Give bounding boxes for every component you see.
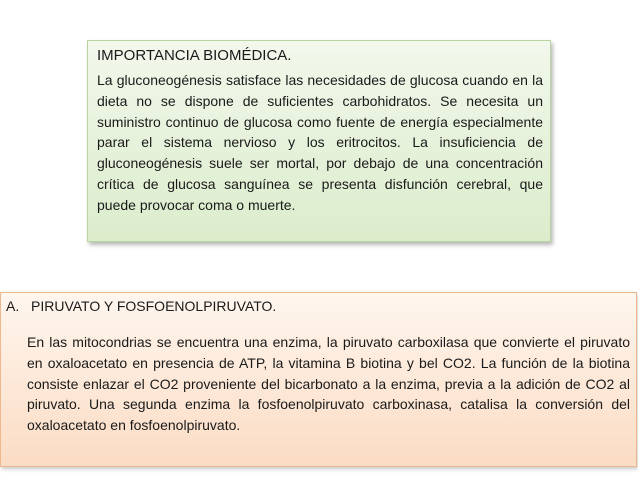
section-list-marker: A. xyxy=(6,298,20,314)
piruvato-section-title: PIRUVATO Y FOSFOENOLPIRUVATO. xyxy=(31,298,277,314)
importancia-biomedica-box xyxy=(87,40,551,242)
piruvato-section-box xyxy=(0,292,637,467)
piruvato-section-text: En las mitocondrias se encuentra una enzima, la piruvato carboxilasa que convierte el piruvato en oxaloacetato en presencia de ATP, la vitamina B biotina y bel CO2. La función de la biotina consiste enlazar el CO2 proveniente del bicarbonato a la enzima, previa a la adición de CO2 al piruvato. Una segunda enzima la fosfoenolpiruvato carboxinasa, catalisa la conversión del oxaloacetato en fosfoenolpiruvato. xyxy=(27,334,630,434)
importancia-biomedica-title: IMPORTANCIA BIOMÉDICA. xyxy=(97,47,292,64)
piruvato-section-heading xyxy=(6,296,630,316)
importancia-biomedica-text: La gluconeogénesis satisface las necesidades de glucosa cuando en la dieta no se dispone de suficientes carbohidratos. Se necesita un suministro continuo de glucosa como fuente de energía especialmente parar el sistema nervioso y los eritrocitos. La insuficiencia de gluconeogénesis suele ser mortal, por debajo de una concentración crítica de glucosa sanguínea se presenta disfunción cerebral, que puede provocar coma o muerte. xyxy=(97,72,543,213)
